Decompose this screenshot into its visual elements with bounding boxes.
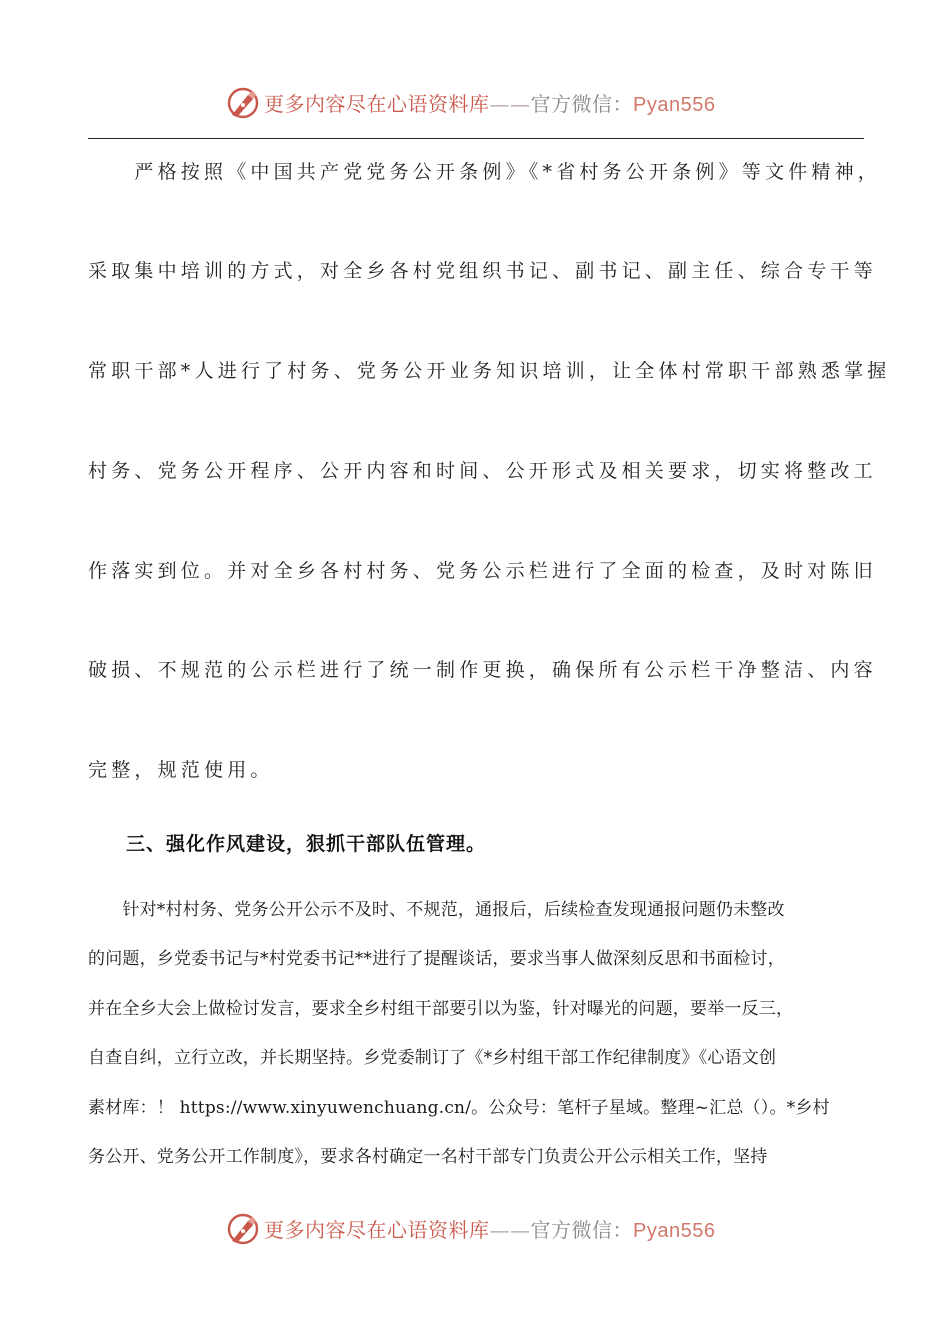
paragraph2-line-1: 针对*村村务、党务公开公示不及时、不规范，通报后，后续检查发现通报问题仍未整改 [88,900,785,920]
paragraph1-line-6: 破损、不规范的公示栏进行了统一制作更换，确保所有公示栏干净整洁、内容 [88,659,877,681]
watermark-text [264,1216,715,1245]
paragraph1-line-2: 采取集中培训的方式，对全乡各村党组织书记、副书记、副主任、综合专干等 [88,260,877,282]
header-divider [88,138,864,139]
paragraph2-line-6: 务公开、党务公开工作制度》，要求各村确定一名村干部专门负责公开公示相关工作，坚持 [88,1147,768,1167]
paragraph1-line-5: 作落实到位。并对全乡各村村务、党务公示栏进行了全面的检查，及时对陈旧 [88,560,877,582]
paragraph2-line-2: 的问题，乡党委书记与*村党委书记**进行了提醒谈话，要求当事人做深刻反思和书面检讨， [88,949,785,969]
footer-watermark [0,1210,950,1250]
watermark-text [264,90,715,119]
paragraph1-line-4: 村务、党务公开程序、公开内容和时间、公开形式及相关要求，切实将整改工 [88,460,877,482]
section-heading: 三、强化作风建设，狠抓干部队伍管理。 [126,833,487,855]
pen-nib-logo-icon [226,1212,260,1246]
pen-nib-logo-icon [226,86,260,120]
paragraph2-line-4: 自查自纠，立行立改，并长期坚持。乡党委制订了《*乡村组干部工作纪律制度》《心语文创 [88,1048,777,1068]
watermark-brand: 更多内容尽在心语资料库 [264,92,490,116]
paragraph1-line-1: 严格按照《中国共产党党务公开条例》《*省村务公开条例》等文件精神， [88,161,882,183]
watermark-separator: —— [489,92,531,116]
watermark-brand: 更多内容尽在心语资料库 [264,1218,490,1242]
header-watermark [0,84,950,124]
paragraph2-line-5: 素材库：！ https://www.xinyuwenchuang.cn/。公众号：笔杆子星域。整理~汇总（）。*乡村 [88,1098,830,1118]
watermark-wechat-id: Pyan556 [633,94,716,116]
watermark-wechat-label: 官方微信： [530,1218,633,1242]
watermark-wechat-id: Pyan556 [633,1220,716,1242]
paragraph1-line-3: 常职干部*人进行了村务、党务公开业务知识培训，让全体村常职干部熟悉掌握 [88,360,891,382]
watermark-wechat-label: 官方微信： [530,92,633,116]
paragraph1-line-7: 完整，规范使用。 [88,759,274,781]
paragraph2-line-3: 并在全乡大会上做检讨发言，要求全乡村组干部要引以为鉴，针对曝光的问题，要举一反三， [88,999,794,1019]
watermark-separator: —— [489,1218,531,1242]
